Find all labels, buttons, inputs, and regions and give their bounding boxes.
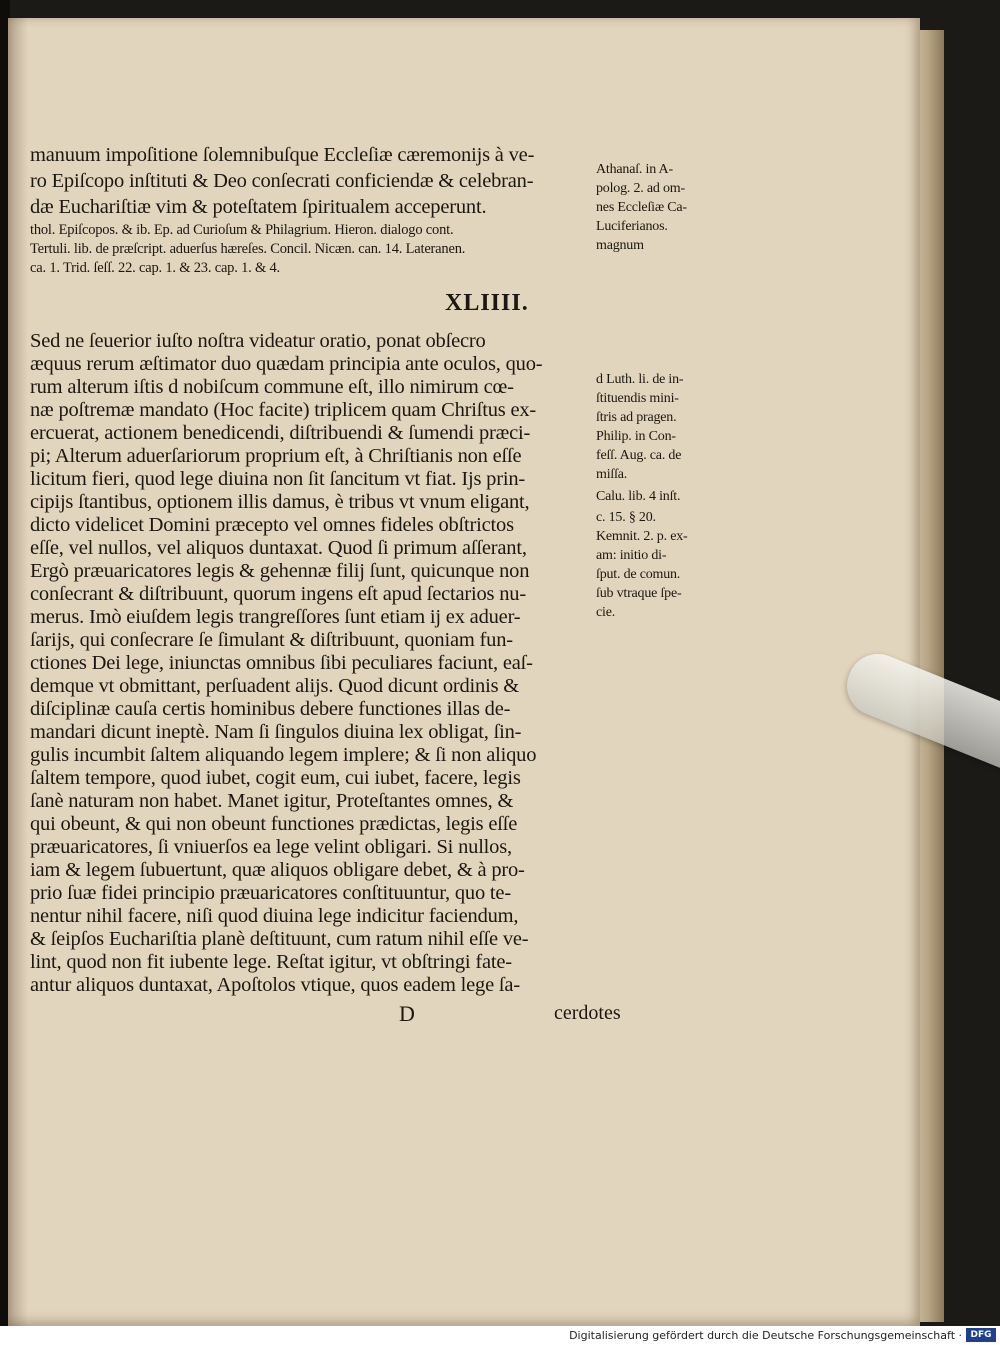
body-text-line: rum alterum iſtis d nobiſcum commune eſt, illo nimirum cœ- <box>30 376 514 398</box>
signature-mark: D <box>399 1001 415 1026</box>
body-text-line: næ poſtremæ mandato (Hoc facite) triplicem quam Chriſtus ex- <box>30 399 537 421</box>
catchword: cerdotes <box>554 1002 621 1024</box>
body-text-line: demque vt obmittant, perſuadent alijs. Quod dicunt ordinis & <box>30 675 520 697</box>
marginal-note: ſtituendis mini- <box>596 391 679 406</box>
footer-credit: Digitalisierung gefördert durch die Deutsche Forschungsgemeinschaft · <box>569 1329 962 1342</box>
body-text-line: mandari dicunt ineptè. Nam ſi ſingulos diuina lex obligat, ſin- <box>30 721 522 743</box>
body-text-line: ſarijs, qui conſecrare ſe ſimulant & diſtribuunt, quoniam fun- <box>30 629 513 651</box>
section-heading: XLIIII. <box>445 290 529 316</box>
page-gutter-shadow <box>8 18 28 1326</box>
body-text-line: pi; Alterum aduerſariorum proprium eſt, à Chriſtianis non eſſe <box>30 445 522 467</box>
marginal-note: Philip. in Con- <box>596 429 676 444</box>
marginal-note: d Luth. li. de in- <box>596 372 684 387</box>
body-text-line: prio ſuæ fidei principio præuaricatores conſtituuntur, quo te- <box>30 882 511 904</box>
body-text-line: ſaltem tempore, quod iubet, cogit eum, cui iubet, facere, legis <box>30 767 521 789</box>
marginal-note: magnum <box>596 238 644 253</box>
marginal-note: Calu. lib. 4 inſt. <box>596 489 681 504</box>
main-text-line: dæ Euchariſtiæ vim & poteſtatem ſpiritualem acceperunt. <box>30 196 487 218</box>
citation-line: thol. Epiſcopos. & ib. Ep. ad Curioſum & Philagrium. Hieron. dialogo cont. <box>30 222 454 238</box>
marginal-note: ſtris ad pragen. <box>596 410 677 425</box>
body-text-line: ercuerat, actionem benedicendi, diſtribuendi & ſumendi præci- <box>30 422 531 444</box>
marginal-note: ſub vtraque ſpe- <box>596 586 682 601</box>
body-text-line: eſſe, vel nullos, vel aliquos duntaxat. Quod ſi primum aſſerant, <box>30 537 527 559</box>
body-text-line: dicto videlicet Domini præcepto vel omnes fideles obſtrictos <box>30 514 514 536</box>
marginal-note: nes Eccleſiæ Ca- <box>596 200 687 215</box>
body-text-line: præuaricatores, ſi vniuerſos ea lege velint obligari. Si nullos, <box>30 836 512 858</box>
marginal-note: feſſ. Aug. ca. de <box>596 448 682 463</box>
body-text-line: licitum fieri, quod lege diuina non ſit ſancitum vt fiat. Ijs prin- <box>30 468 526 490</box>
body-text-line: ſanè naturam non habet. Manet igitur, Proteſtantes omnes, & <box>30 790 514 812</box>
body-text-line: qui obeunt, & qui non obeunt functiones prædictas, legis eſſe <box>30 813 518 835</box>
body-text-line: nentur nihil facere, niſi quod diuina lege indicitur faciendum, <box>30 905 519 927</box>
body-text-line: lint, quod non fit iubente lege. Reſtat igitur, vt obſtringi fate- <box>30 951 512 973</box>
marginal-note: Athanaſ. in A- <box>596 162 673 177</box>
body-text-line: antur aliquos duntaxat, Apoſtolos vtique, quos eadem lege ſa- <box>30 974 520 996</box>
marginal-note: c. 15. § 20. <box>596 510 656 525</box>
body-text-line: ctiones Dei lege, iniunctas omnibus ſibi peculiares faciunt, eaſ- <box>30 652 533 674</box>
citation-line: Tertuli. lib. de præſcript. aduerſus hæreſes. Concil. Nicæn. can. 14. Lateranen. <box>30 241 466 257</box>
body-text-line: Ergò præuaricatores legis & gehennæ filij ſunt, quicunque non <box>30 560 530 582</box>
body-text-line: Sed ne ſeuerior iuſto noſtra videatur oratio, ponat obſecro <box>30 330 486 352</box>
citation-line: ca. 1. Trid. ſeſſ. 22. cap. 1. & 23. cap. 1. & 4. <box>30 260 280 276</box>
body-text-line: cipijs ſtantibus, optionem illis damus, è tribus vt vnum eligant, <box>30 491 530 513</box>
marginal-note: cie. <box>596 605 616 620</box>
marginal-note: Kemnit. 2. p. ex- <box>596 529 688 544</box>
main-text-line: ro Epiſcopo inſtituti & Deo conſecrati conficiendæ & celebran- <box>30 170 534 192</box>
body-text-line: iam & legem ſubuertunt, quæ aliquos obligare debet, & à pro- <box>30 859 525 881</box>
marginal-note: miſſa. <box>596 467 628 482</box>
body-text-line: æquus rerum æſtimator duo quædam principia ante oculos, quo- <box>30 353 543 375</box>
body-text-line: merus. Imò eiuſdem legis trangreſſores ſunt etiam ij ex aduer- <box>30 606 521 628</box>
marginal-note: ſput. de comun. <box>596 567 681 582</box>
body-text-line: & ſeipſos Euchariſtia planè deſtituunt, cum ratum nihil eſſe ve- <box>30 928 529 950</box>
body-text-line: diſciplinæ cauſa certis hominibus debere functiones illas de- <box>30 698 511 720</box>
marginal-note: am: initio di- <box>596 548 667 563</box>
body-text-line: gulis incumbit ſaltem aliquando legem implere; & ſi non aliquo <box>30 744 537 766</box>
marginal-note: polog. 2. ad om- <box>596 181 685 196</box>
dfg-logo: DFG <box>966 1328 996 1342</box>
marginal-note: Luciferianos. <box>596 219 668 234</box>
body-text-line: conſecrant & diſtribuunt, quorum ingens eſt apud ſectarios nu- <box>30 583 526 605</box>
main-text-line: manuum impoſitione ſolemnibuſque Eccleſiæ cæremonijs à ve- <box>30 144 535 166</box>
